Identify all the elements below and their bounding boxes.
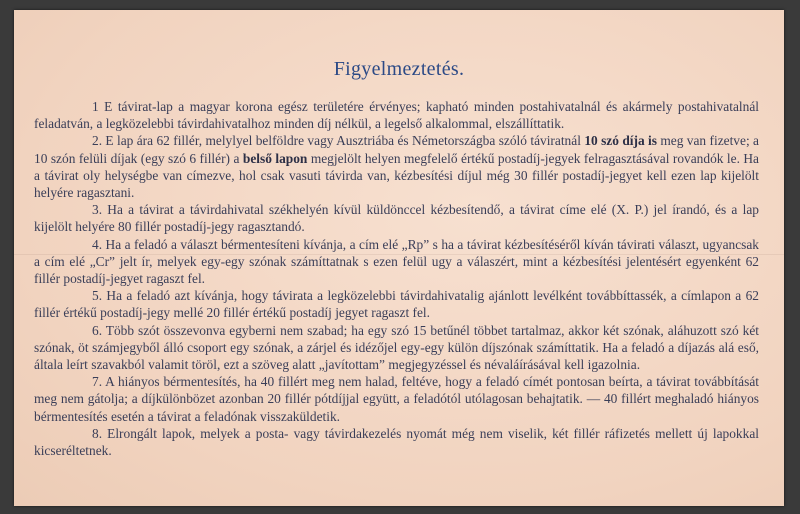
paragraph-2-bold-words: 10 szó díja is xyxy=(584,133,657,149)
paragraph-6: 6. Több szót összevonva egyberni nem szabad; ha egy szó 15 betűnél többet tartalmaz, akkor két szónak, aláhuzott szó két szónak, öt számjegyből álló csoport egy szónak, a zárjel és idézőjel egy-egy külön díjszónak számíttatik. Ha a feladó a díjazás alá eső, általa leírt szavakból valamit töröl, ezt a szöveg alatt „javítottam” megjegyzéssel és névaláírásával kell igazolnia. xyxy=(34,322,759,373)
paragraph-3: 3. Ha a távirat a távirdahivatal székhelyén kívül küldönccel kézbesítendő, a távirat címe elé (X. P.) jel írandó, és a lap kijelölt helyére 80 fillér postadíj-jegy ragasztandó. xyxy=(34,202,759,235)
paragraph-2-text-b: meg van fizetve; a 10 szón felüli díjak (egy szó 6 fillér) a xyxy=(34,133,759,166)
paragraph-5: 5. Ha a feladó azt kívánja, hogy távirata a legközelebbi távirdahivatalig ajánlott levélként továbbíttassék, a címlapon a 62 fillér értékű postadíj-jegy mellé 20 fillér értékű postadíj jegyet ragaszt fel. xyxy=(34,288,759,321)
paragraph-2-text-a: 2. E lap ára 62 fillér, melylyel belföldre vagy Ausztriába és Németországba szóló táviratnál xyxy=(92,133,585,149)
document-title: Figyelmeztetés. xyxy=(333,58,465,80)
telegram-card xyxy=(14,10,784,506)
paragraph-2 xyxy=(34,132,759,201)
paragraph-1: 1 E távirat-lap a magyar korona egész területére érvényes; kapható minden postahivatalnál és akármely postahivatalnál feladatván, a legközelebbi távirdahivatalhoz minden díj nélkül, a legelső alkalommal, elszállíttatik. xyxy=(34,99,759,132)
paragraph-2-text-c: megjelölt helyen megfelelő értékű postadíj-jegyek felragasztásával rovandók le. Ha a távirat oly helységbe van címezve, hol csak vasuti távirda van, kézbesítési díjul még 30 fillér postadíj-jegyet kell ezen lap kijelölt helyére ragasztani. xyxy=(34,150,759,201)
instructions-body xyxy=(34,98,759,459)
paragraph-4: 4. Ha a feladó a választ bérmentesíteni kívánja, a cím elé „Rp” s ha a távirat kézbesítéséről kíván távirati választ, ugyancsak a cím elé „Cr” jelt ír, melyek egy-egy szónak számíttatnak s ezen felül ugy a válaszért, mint a kézbesítési jelentésért egyenként 62 fillér postadíj-jegyet ragaszt fel. xyxy=(34,236,759,287)
paragraph-2-bold-page: belső lapon xyxy=(242,150,308,166)
paragraph-8: 8. Elrongált lapok, melyek a posta- vagy távirdakezelés nyomát még nem viselik, két fillér ráfizetés mellett új lapokkal kicseréltetnek. xyxy=(34,425,759,459)
paragraph-7: 7. A hiányos bérmentesítés, ha 40 fillért meg nem halad, feltéve, hogy a feladó címét pontosan beírta, a távirat továbbítását meg nem gátolja; a díjkülönbözet azonban 20 fillér pótdíjjal együtt, a feladótól utólagosan behajtatik. — 40 fillért meghaladó hiányos bérmentesítés esetén a távirat a feladónak visszaküldetik. xyxy=(34,374,759,424)
